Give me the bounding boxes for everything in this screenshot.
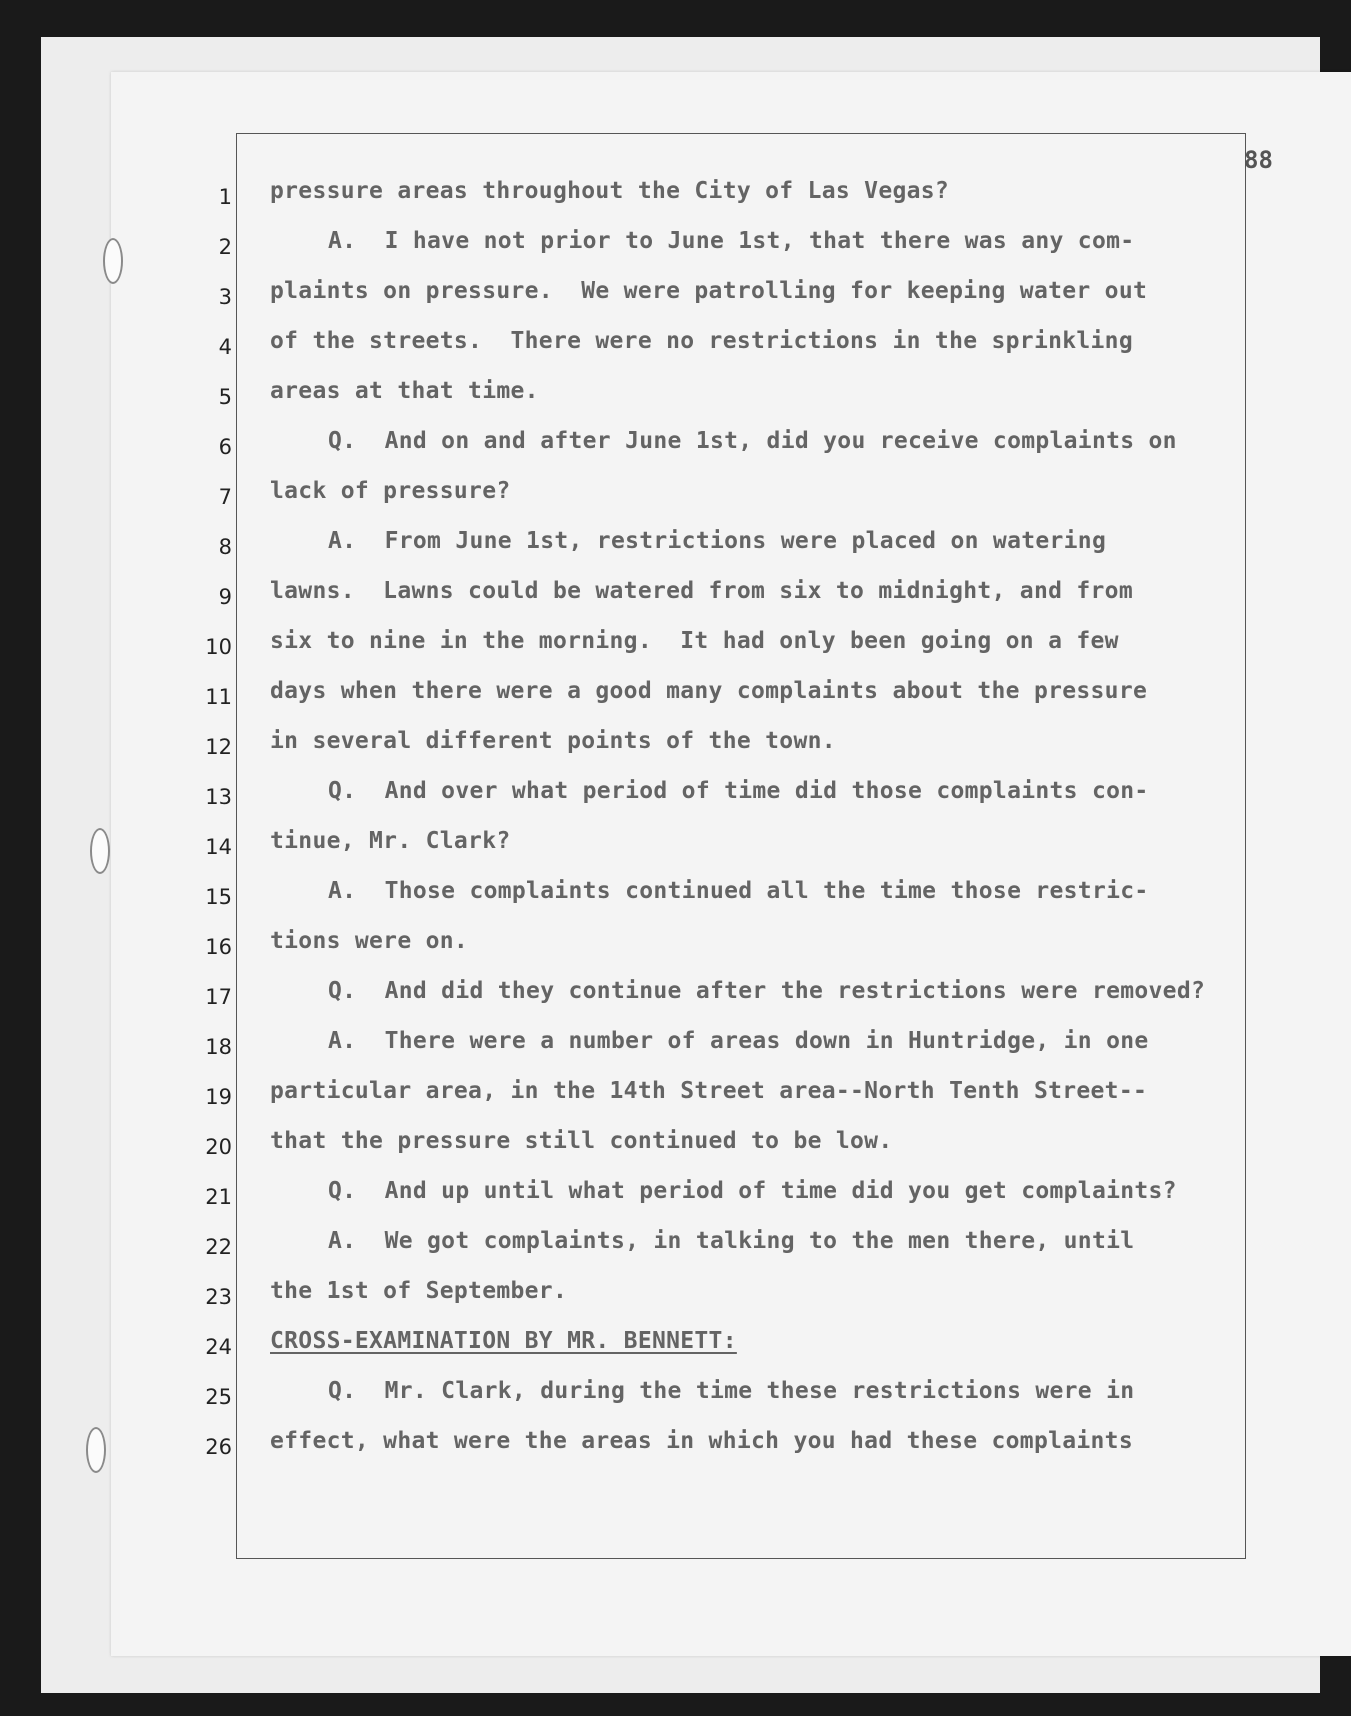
transcript-line: Q. And up until what period of time did you get complaints? (328, 1178, 1177, 1204)
line-number: 26 (205, 1435, 232, 1459)
line-number: 7 (218, 485, 232, 509)
line-number: 8 (218, 535, 232, 559)
line-number: 6 (218, 435, 232, 459)
transcript-line: that the pressure still continued to be low. (270, 1128, 893, 1154)
line-number: 22 (205, 1235, 232, 1259)
line-number: 24 (205, 1335, 232, 1359)
transcript-line: A. I have not prior to June 1st, that there was any com- (328, 228, 1135, 254)
line-number: 9 (218, 585, 232, 609)
punch-hole-top (103, 238, 123, 284)
line-number: 21 (205, 1185, 232, 1209)
line-number: 16 (205, 935, 232, 959)
transcript-line: of the streets. There were no restrictions in the sprinkling (270, 328, 1133, 354)
transcript-line: Q. And over what period of time did those complaints con- (328, 778, 1149, 804)
line-number: 10 (205, 635, 232, 659)
line-number: 23 (205, 1285, 232, 1309)
transcript-line: A. From June 1st, restrictions were placed on watering (328, 528, 1107, 554)
line-number: 12 (205, 735, 232, 759)
line-number: 4 (218, 335, 232, 359)
page-number: 88 (1244, 146, 1273, 174)
cross-examination-heading: CROSS-EXAMINATION BY MR. BENNETT: (270, 1328, 737, 1354)
line-number: 25 (205, 1385, 232, 1409)
line-number: 11 (205, 685, 232, 709)
punch-hole-bottom (86, 1427, 106, 1473)
punch-hole-middle (90, 828, 110, 874)
transcript-line: pressure areas throughout the City of Las Vegas? (270, 178, 950, 204)
transcript-line: lack of pressure? (270, 478, 511, 504)
line-number: 18 (205, 1035, 232, 1059)
line-number: 17 (205, 985, 232, 1009)
transcript-line: Q. And did they continue after the restrictions were removed? (328, 978, 1206, 1004)
transcript-line: lawns. Lawns could be watered from six to midnight, and from (270, 578, 1133, 604)
transcript-line: Q. Mr. Clark, during the time these restrictions were in (328, 1378, 1135, 1404)
line-number: 19 (205, 1085, 232, 1109)
transcript-line: tions were on. (270, 928, 469, 954)
transcript-line: areas at that time. (270, 378, 539, 404)
transcript-line: the 1st of September. (270, 1278, 568, 1304)
transcript-line: A. We got complaints, in talking to the men there, until (328, 1228, 1135, 1254)
line-number: 5 (218, 385, 232, 409)
transcript-line: particular area, in the 14th Street area--North Tenth Street-- (270, 1078, 1148, 1104)
transcript-line: days when there were a good many complaints about the pressure (270, 678, 1148, 704)
line-number: 14 (205, 835, 232, 859)
line-number: 15 (205, 885, 232, 909)
line-number: 1 (218, 185, 232, 209)
transcript-line: A. Those complaints continued all the time those restric- (328, 878, 1149, 904)
line-number: 2 (218, 235, 232, 259)
line-number: 3 (218, 285, 232, 309)
transcript-line: effect, what were the areas in which you had these complaints (270, 1428, 1133, 1454)
transcript-line: plaints on pressure. We were patrolling for keeping water out (270, 278, 1148, 304)
line-number: 20 (205, 1135, 232, 1159)
transcript-line: Q. And on and after June 1st, did you receive complaints on (328, 428, 1177, 454)
line-number: 13 (205, 785, 232, 809)
transcript-line: A. There were a number of areas down in Huntridge, in one (328, 1028, 1149, 1054)
transcript-line: in several different points of the town. (270, 728, 836, 754)
transcript-line: six to nine in the morning. It had only been going on a few (270, 628, 1119, 654)
transcript-line: tinue, Mr. Clark? (270, 828, 511, 854)
